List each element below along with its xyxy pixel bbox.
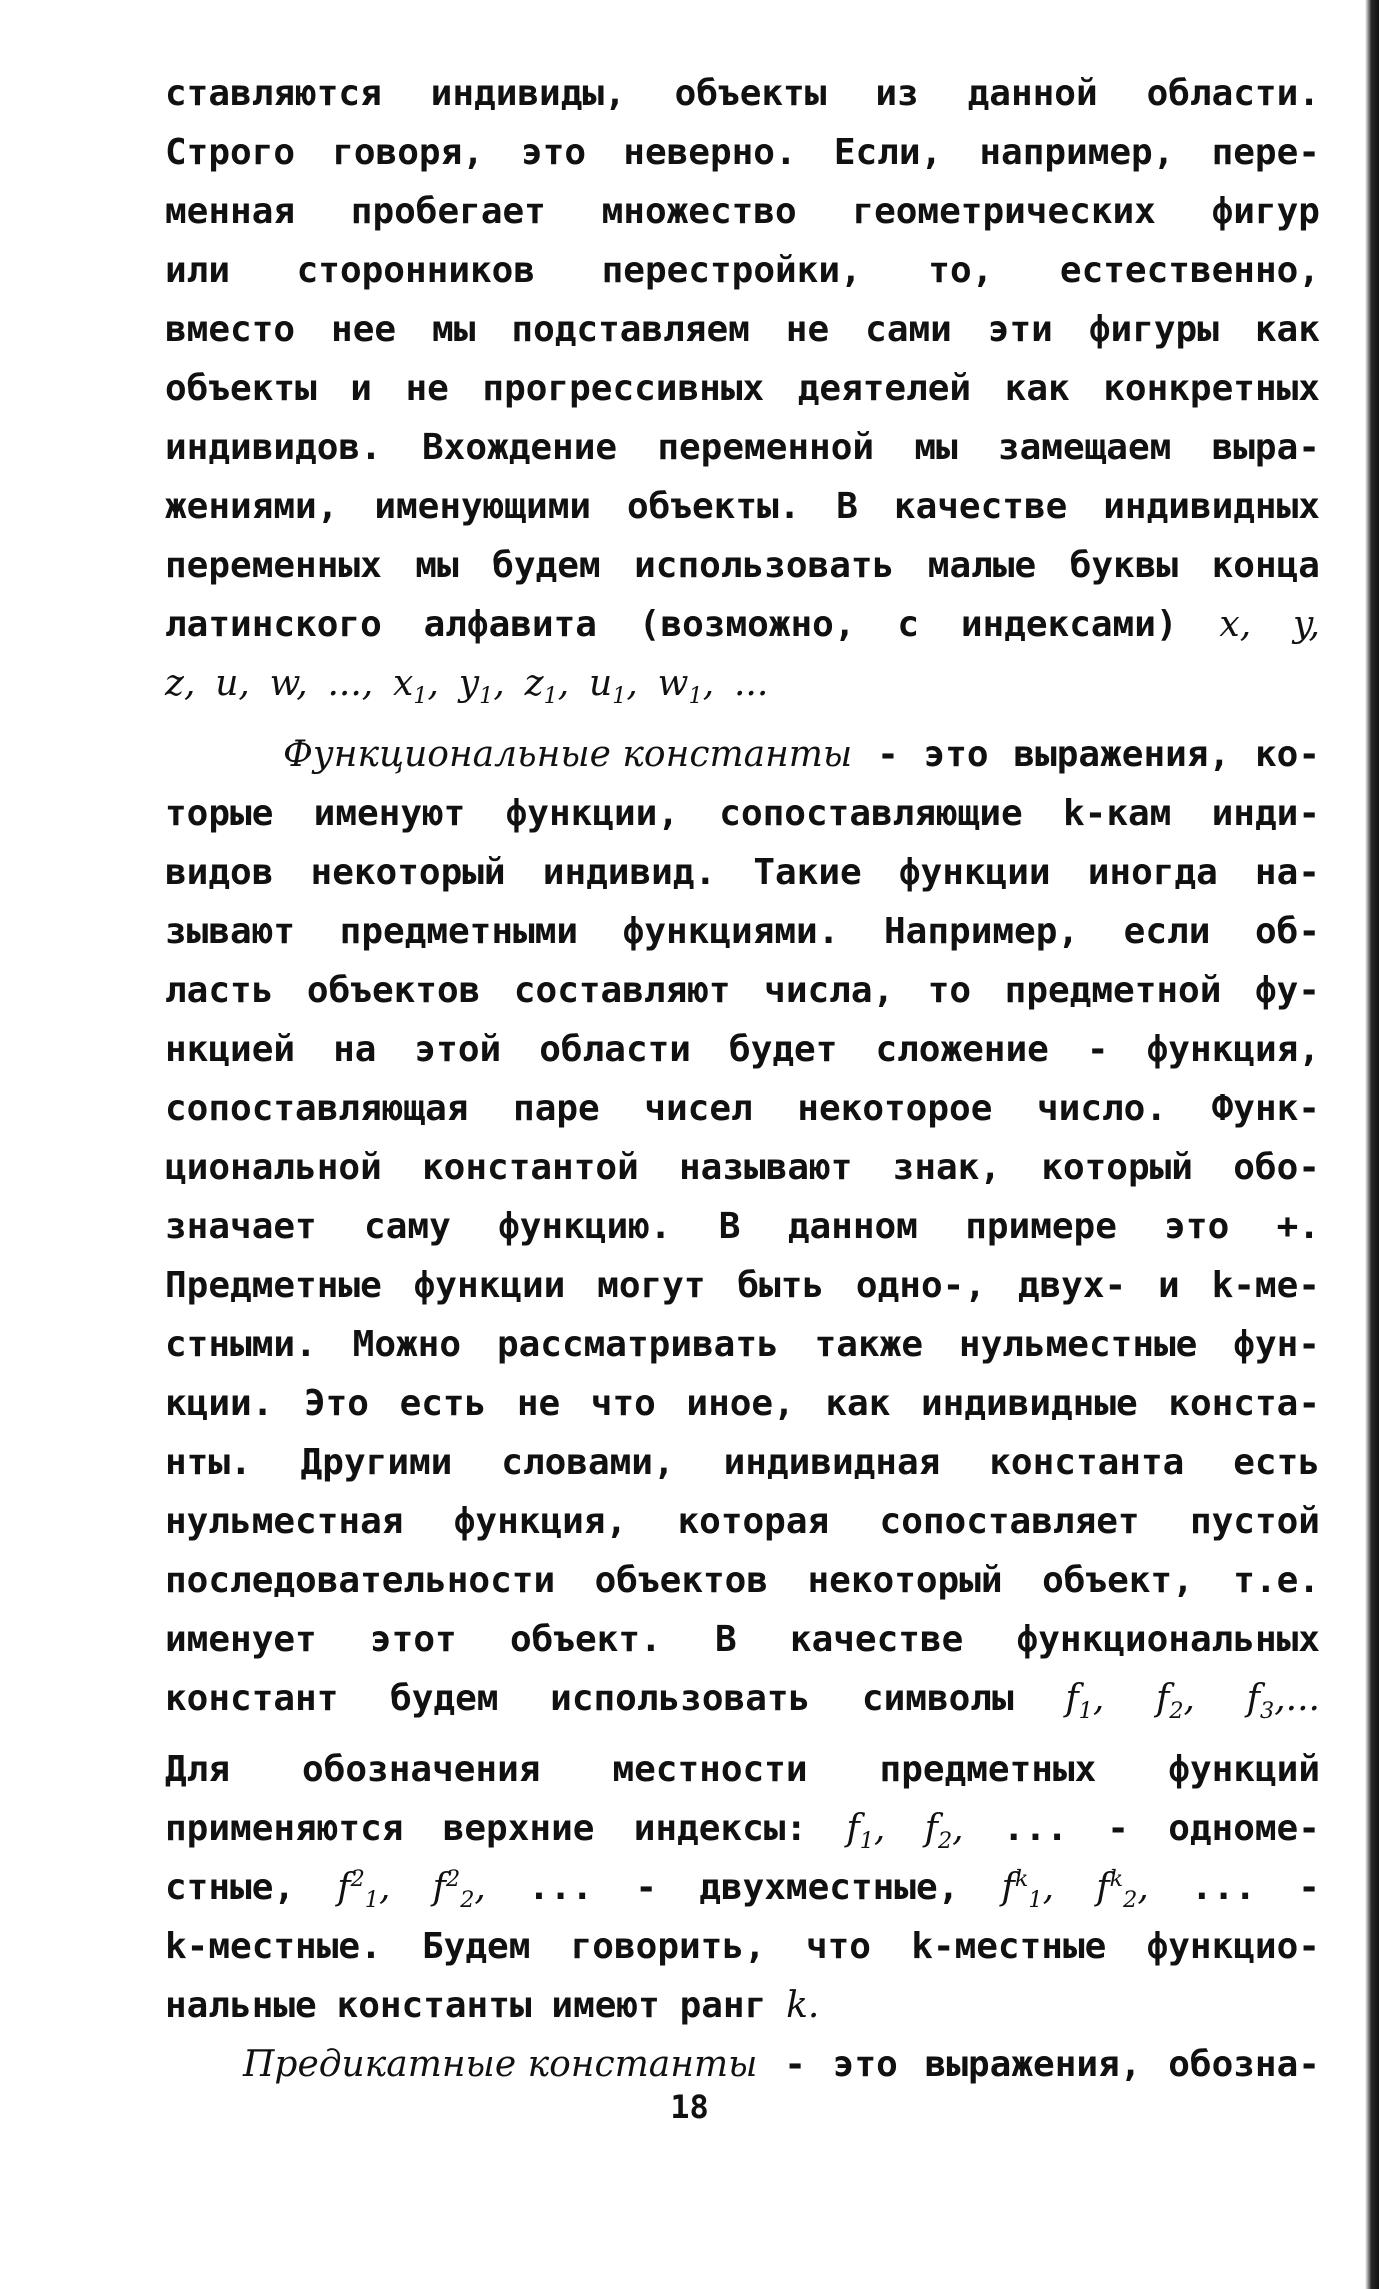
text-line: нкцией на этой области будет сложение - функция, bbox=[165, 1029, 1320, 1070]
text-line: стными. Можно рассматривать также нульместные фун- bbox=[165, 1324, 1320, 1365]
text-line: менная пробегает множество геометрических фигур bbox=[165, 191, 1320, 232]
variables-line: z, u, w, ..., $x_1$, $y_1$, $z_1$, $u_1$, $w_1$, ... bbox=[165, 663, 769, 710]
text-line: нульместная функция, которая сопоставляет пустой bbox=[165, 1501, 1320, 1542]
page-text bbox=[165, 64, 1320, 2094]
text-line: значает саму функцию. В данном примере это +. bbox=[165, 1206, 1320, 1247]
text-line: ставляются индивиды, объекты из данной области. bbox=[165, 73, 1320, 114]
term-functional-constants: Функциональные константы bbox=[283, 734, 853, 775]
text-line: Строго говоря, это неверно. Если, например, пере- bbox=[165, 132, 1320, 173]
text-line: индивидов. Вхождение переменной мы замещаем выра- bbox=[165, 427, 1320, 468]
text-line: Для обозначения местности предметных функций bbox=[165, 1749, 1320, 1790]
text-line: k-местные. Будем говорить, что k-местные функцио- bbox=[165, 1926, 1320, 1967]
text-line: применяются верхние индексы: $f_1$, $f_2$, ... - одноме- bbox=[165, 1808, 1320, 1855]
text-line: циональной константой называют знак, который обо- bbox=[165, 1147, 1320, 1188]
text-line: кции. Это есть не что иное, как индивидные конста- bbox=[165, 1383, 1320, 1424]
text-line: видов некоторый индивид. Такие функции иногда на- bbox=[165, 852, 1320, 893]
text-line: жениями, именующими объекты. В качестве индивидных bbox=[165, 486, 1320, 527]
text-line: латинского алфавита (возможно, с индексами) x, y, bbox=[165, 604, 1320, 645]
page-edge-shadow bbox=[1365, 0, 1379, 2289]
term-predicate-constants: Предикатные константы bbox=[243, 2044, 758, 2085]
text-line: констант будем использовать символы $f_1$, $f_2$, $f_3$,... bbox=[165, 1678, 1320, 1725]
text-line: Функциональные константы - это выражения, ко- bbox=[165, 725, 1320, 784]
text-line: последовательности объектов некоторый объект, т.е. bbox=[165, 1560, 1320, 1601]
text-line: вместо нее мы подставляем не сами эти фигуры как bbox=[165, 309, 1320, 350]
text-line: именует этот объект. В качестве функциональных bbox=[165, 1619, 1320, 1660]
text-line: торые именуют функции, сопоставляющие k-кам инди- bbox=[165, 793, 1320, 834]
text-line: зывают предметными функциями. Например, если об- bbox=[165, 911, 1320, 952]
page-number: 18 bbox=[670, 2088, 709, 2126]
text-line: сопоставляющая паре чисел некоторое число. Функ- bbox=[165, 1088, 1320, 1129]
text-line: переменных мы будем использовать малые буквы конца bbox=[165, 545, 1320, 586]
text-line: нты. Другими словами, индивидная константа есть bbox=[165, 1442, 1320, 1483]
text-line: объекты и не прогрессивных деятелей как конкретных bbox=[165, 368, 1320, 409]
text-line: Предметные функции могут быть одно-, двух- и k-ме- bbox=[165, 1265, 1320, 1306]
text-line: Предикатные константы - это выражения, обозна- bbox=[165, 2035, 1320, 2094]
text-line: или сторонников перестройки, то, естественно, bbox=[165, 250, 1320, 291]
text-line: нальные константы имеют ранг k. bbox=[165, 1985, 820, 2026]
text-line: ласть объектов составляют числа, то предметной фу- bbox=[165, 970, 1320, 1011]
text-line: стные, $f^2_1$, $f^2_2$, ... - двухместные, $f^k_1$, $f^k_2$, ... - bbox=[165, 1866, 1320, 1914]
